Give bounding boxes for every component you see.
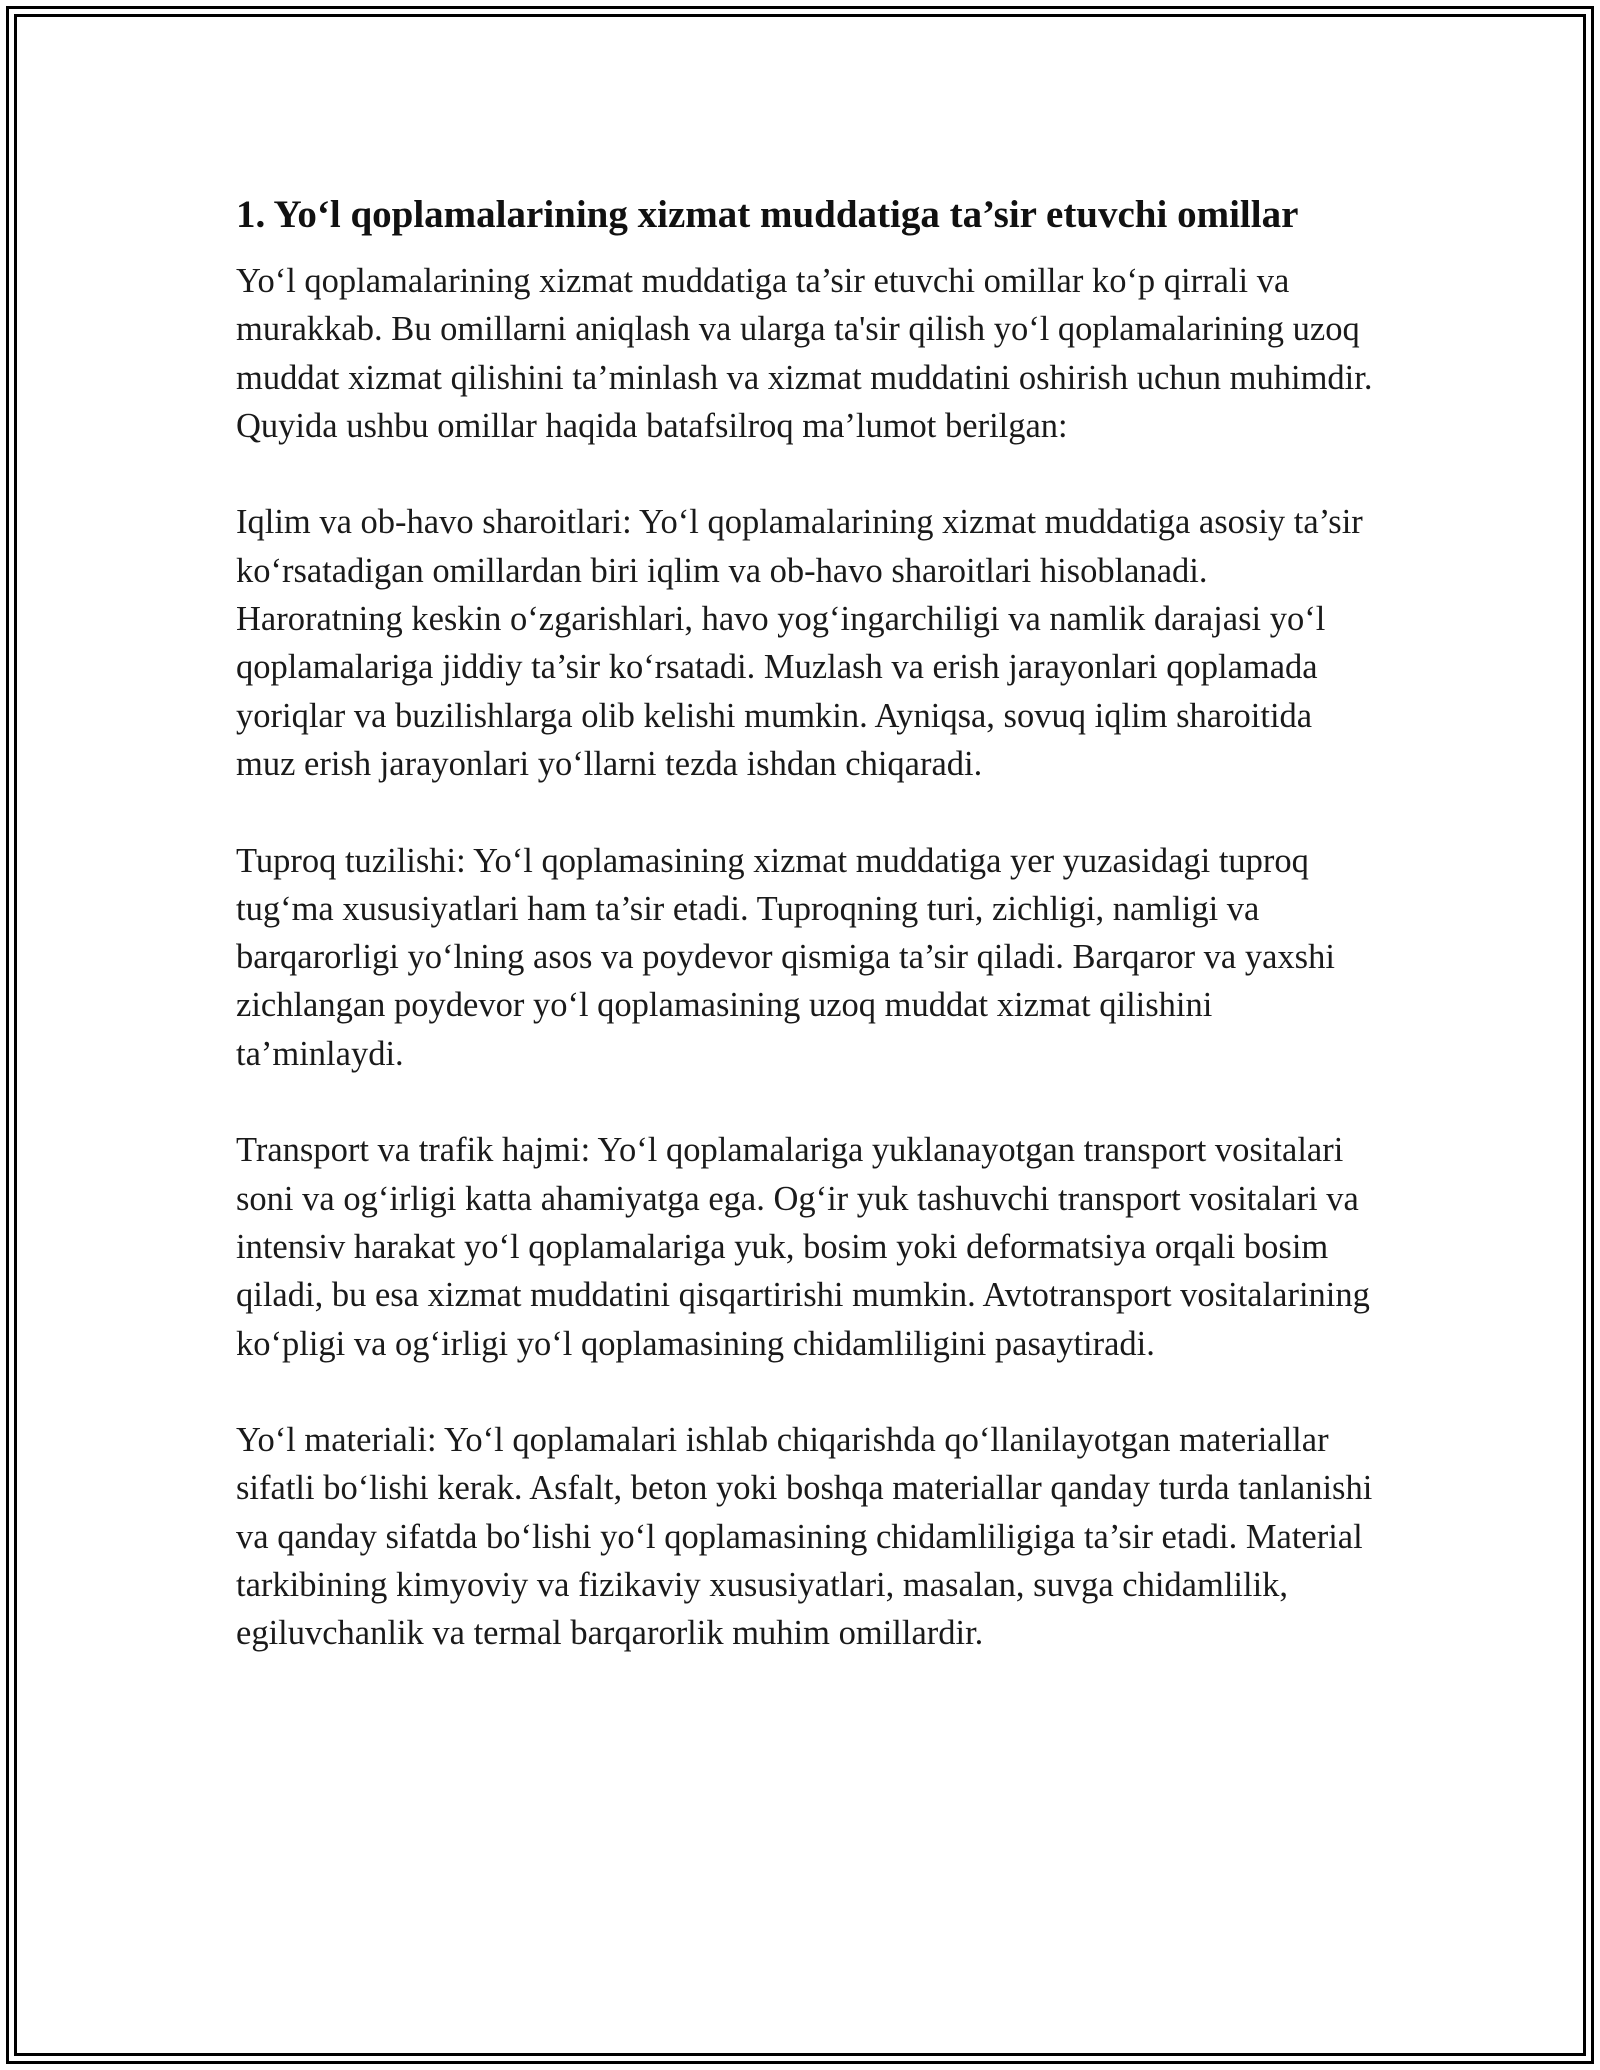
paragraph-climate: Iqlim va ob-havo sharoitlari: Yo‘l qoplamalarining xizmat muddatiga asosiy ta’sir ko‘rsatadigan omillardan biri iqlim va ob-havo sharoitlari hisoblanadi. Haroratning keskin o‘zgarishlari, havo yog‘ingarchiligi va namlik darajasi yo‘l qoplamalariga jiddiy ta’sir ko‘rsatadi. Muzlash va erish jarayonlari qoplamada yoriqlar va buzilishlarga olib kelishi mumkin. Ayniqsa, sovuq iqlim sharoitida muz erish jarayonlari yo‘llarni tezda ishdan chiqaradi. bbox=[236, 503, 1363, 783]
document-body bbox=[236, 187, 1376, 1706]
paragraph-soil: Tuproq tuzilishi: Yo‘l qoplamasining xizmat muddatiga yer yuzasidagi tuproq tug‘ma xususiyatlari ham ta’sir etadi. Tuproqning turi, zichligi, namligi va barqarorligi yo‘lning asos va poydevor qismiga ta’sir qiladi. Barqaror va yaxshi zichlangan poydevor yo‘l qoplamasining uzoq muddat xizmat qilishini ta’minlaydi. bbox=[236, 841, 1335, 1073]
paragraph-traffic: Transport va trafik hajmi: Yo‘l qoplamalariga yuklanayotgan transport vositalari soni va og‘irligi katta ahamiyatga ega. Og‘ir yuk tashuvchi transport vositalari va intensiv harakat yo‘l qoplamalariga yuk, bosim yoki deformatsiya orqali bosim qiladi, bu esa xizmat muddatini qisqartirishi mumkin. Avtotransport vositalarining ko‘pligi va og‘irligi yo‘l qoplamasining chidamliligini pasaytiradi. bbox=[236, 1131, 1370, 1363]
section-heading: 1. Yo‘l qoplamalarining xizmat muddatiga ta’sir etuvchi omillar bbox=[236, 193, 1299, 236]
paragraph-intro: Yo‘l qoplamalarining xizmat muddatiga ta’sir etuvchi omillar ko‘p qirrali va murakkab. Bu omillarni aniqlash va ularga ta'sir qilish yo‘l qoplamalarining uzoq muddat xizmat qilishini ta’minlash va xizmat muddatini oshirish uchun muhimdir. Quyida ushbu omillar haqida batafsilroq ma’lumot berilgan: bbox=[236, 262, 1373, 445]
paragraph-material: Yo‘l materiali: Yo‘l qoplamalari ishlab chiqarishda qo‘llanilayotgan materiallar sifatli bo‘lishi kerak. Asfalt, beton yoki boshqa materiallar qanday turda tanlanishi va qanday sifatda bo‘lishi yo‘l qoplamasining chidamliligiga ta’sir etadi. Material tarkibining kimyoviy va fizikaviy xususiyatlari, masalan, suvga chidamlilik, egiluvchanlik va termal barqarorlik muhim omillardir. bbox=[236, 1421, 1373, 1653]
